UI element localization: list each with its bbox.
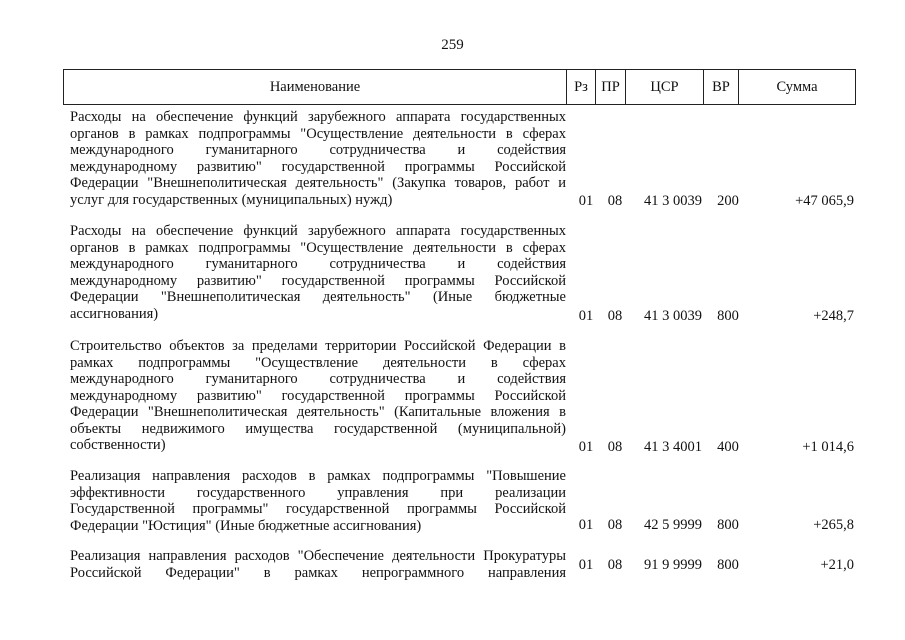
description-line: собственности) — [70, 437, 166, 453]
description-line: Российской Федерации" в рамках непрограммного направления — [70, 564, 566, 581]
description-line: Федерации "Внешнеполитическая деятельность" (Закупка товаров, работ и — [70, 175, 566, 191]
description-line: объекты недвижимого имущества государственной (муниципальной) — [70, 420, 566, 437]
pr-cell: 08 — [607, 517, 623, 533]
pr-cell: 08 — [607, 439, 623, 455]
rz-cell: 01 — [578, 557, 594, 573]
header-sum: Сумма — [739, 70, 856, 105]
description-line: рамках подпрограммы "Осуществление деятельности в сферах — [70, 354, 566, 371]
description-line: международному развитию" государственной программы Российской — [70, 158, 566, 175]
description-line: международного гуманитарного сотрудничества и содействия — [70, 256, 566, 272]
description-line: органов в рамках подпрограммы "Осуществление деятельности в сферах — [70, 125, 566, 142]
sum-cell: +47 065,9 — [795, 193, 854, 209]
description-line: международного гуманитарного сотрудничества и содействия — [70, 142, 566, 158]
description-line: Расходы на обеспечение функций зарубежного аппарата государственных — [70, 109, 566, 125]
description-line: органов в рамках подпрограммы "Осуществление деятельности в сферах — [70, 239, 566, 256]
sum-cell: +265,8 — [813, 517, 854, 533]
csr-cell: 91 9 9999 — [644, 557, 702, 573]
description-line: Федерации "Юстиция" (Иные бюджетные ассигнования) — [70, 517, 422, 534]
csr-cell: 41 3 0039 — [644, 193, 702, 209]
row-description — [70, 338, 566, 454]
description-line: международному развитию" государственной программы Российской — [70, 272, 566, 289]
vr-cell: 800 — [717, 308, 739, 324]
description-line: Федерации "Внешнеполитическая деятельность" (Капитальные вложения в — [70, 404, 566, 420]
header-rz: Рз — [567, 70, 596, 105]
description-line: Федерации "Внешнеполитическая деятельность" (Иные бюджетные — [70, 289, 566, 305]
csr-cell: 42 5 9999 — [644, 517, 702, 533]
sum-cell: +248,7 — [813, 308, 854, 324]
description-line: Реализация направления расходов "Обеспечение деятельности Прокуратуры — [70, 548, 566, 564]
description-line: эффективности государственного управления при реализации — [70, 484, 566, 501]
row-description — [70, 223, 566, 322]
description-line: Государственной программы" государственной программы Российской — [70, 501, 566, 517]
pr-cell: 08 — [607, 308, 623, 324]
pr-cell: 08 — [607, 193, 623, 209]
vr-cell: 200 — [717, 193, 739, 209]
header-name: Наименование — [64, 70, 567, 105]
vr-cell: 800 — [717, 517, 739, 533]
rz-cell: 01 — [578, 193, 594, 209]
vr-cell: 800 — [717, 557, 739, 573]
vr-cell: 400 — [717, 439, 739, 455]
page-number: 259 — [441, 37, 464, 53]
csr-cell: 41 3 0039 — [644, 308, 702, 324]
description-line: Расходы на обеспечение функций зарубежного аппарата государственных — [70, 223, 566, 239]
description-line: ассигнования) — [70, 305, 159, 322]
rz-cell: 01 — [578, 517, 594, 533]
header-pr: ПР — [596, 70, 626, 105]
description-line: международного гуманитарного сотрудничества и содействия — [70, 371, 566, 387]
header-vr: ВР — [704, 70, 739, 105]
description-line: услуг для государственных (муниципальных) нужд) — [70, 191, 393, 208]
description-line: Строительство объектов за пределами территории Российской Федерации в — [70, 338, 566, 354]
rz-cell: 01 — [578, 439, 594, 455]
description-line: Реализация направления расходов в рамках подпрограммы "Повышение — [70, 468, 566, 484]
sum-cell: +21,0 — [820, 557, 854, 573]
sum-cell: +1 014,6 — [802, 439, 854, 455]
header-csr: ЦСР — [626, 70, 704, 105]
description-line: международному развитию" государственной программы Российской — [70, 387, 566, 404]
row-description — [70, 548, 566, 581]
pr-cell: 08 — [607, 557, 623, 573]
csr-cell: 41 3 4001 — [644, 439, 702, 455]
row-description — [70, 468, 566, 534]
rz-cell: 01 — [578, 308, 594, 324]
table-header — [63, 69, 856, 105]
row-description — [70, 109, 566, 208]
